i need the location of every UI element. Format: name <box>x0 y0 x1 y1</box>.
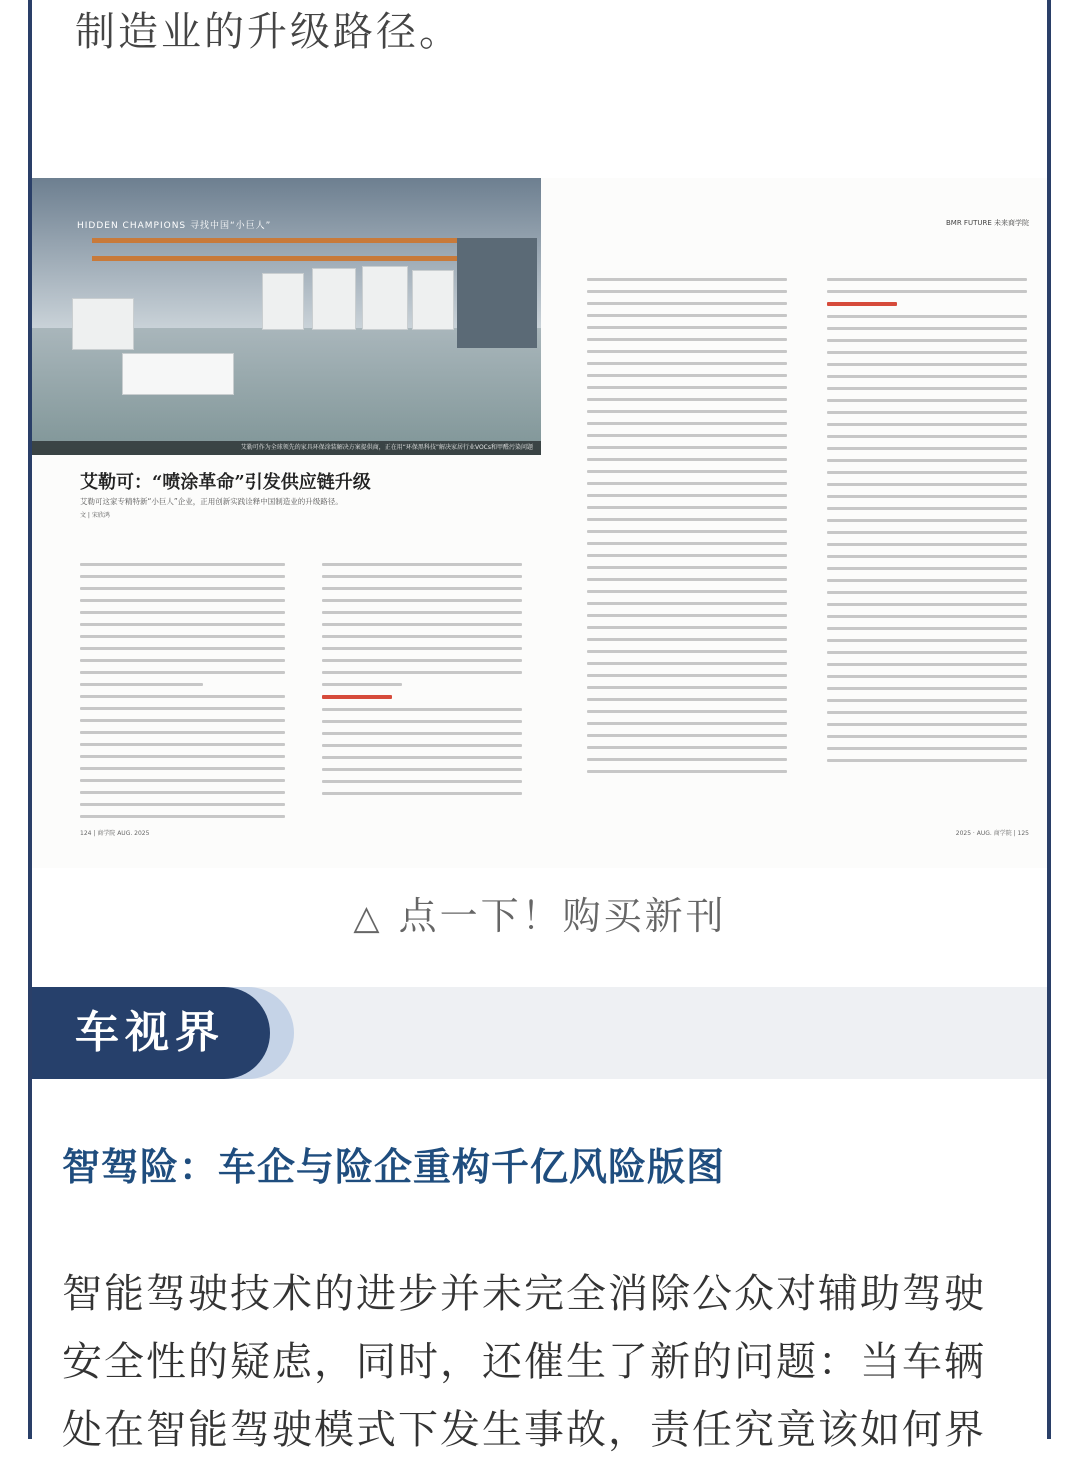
article-paragraph: 智能驾驶技术的进步并未完全消除公众对辅助驾驶安全性的疑虑，同时，还催生了新的问题：当车辆处在智能驾驶模式下发生事故，责任究竟该如何界 <box>62 1271 986 1453</box>
factory-photo <box>32 178 541 455</box>
buy-new-issue-label: 点一下！购买新刊 <box>398 894 727 938</box>
article-subtitle[interactable]: 智驾险：车企与险企重构千亿风险版图 <box>62 1145 726 1189</box>
section-kicker: HIDDEN CHAMPIONS 寻找中国“小巨人” <box>77 221 272 231</box>
magazine-byline: 文 | 宋欣鸿 <box>80 512 110 519</box>
top-paragraph-tail: 制造业的升级路径。 <box>75 9 462 55</box>
magazine-article-lead: 艾勒可这家专精特新“小巨人”企业，正用创新实践诠释中国制造业的升级路径。 <box>80 497 343 506</box>
text-column-2 <box>322 563 522 804</box>
magazine-article-title: 艾勒可：“喷涂革命”引发供应链升级 <box>80 472 371 493</box>
photo-caption: 艾勒可作为全球领先的家具环保涂装解决方案提供商，正在用“环保黑科技”解决家居行业VOCs和甲醛污染问题 <box>32 441 541 455</box>
right-frame-border <box>1047 0 1051 1439</box>
magazine-spread-image[interactable] <box>32 178 1047 868</box>
page-number-right: 2025 · AUG. 商学院 | 125 <box>955 830 1029 837</box>
text-column-4 <box>827 278 1027 771</box>
page-number-left: 124 | 商学院 AUG. 2025 <box>80 830 150 837</box>
buy-new-issue-link[interactable] <box>0 885 1080 940</box>
triangle-outline-icon: △ <box>353 898 383 938</box>
text-column-3 <box>587 278 787 782</box>
section-title: 车视界 <box>75 1007 225 1058</box>
text-column-1 <box>80 563 285 827</box>
magazine-brand: BMR FUTURE 未来商学院 <box>946 219 1029 227</box>
